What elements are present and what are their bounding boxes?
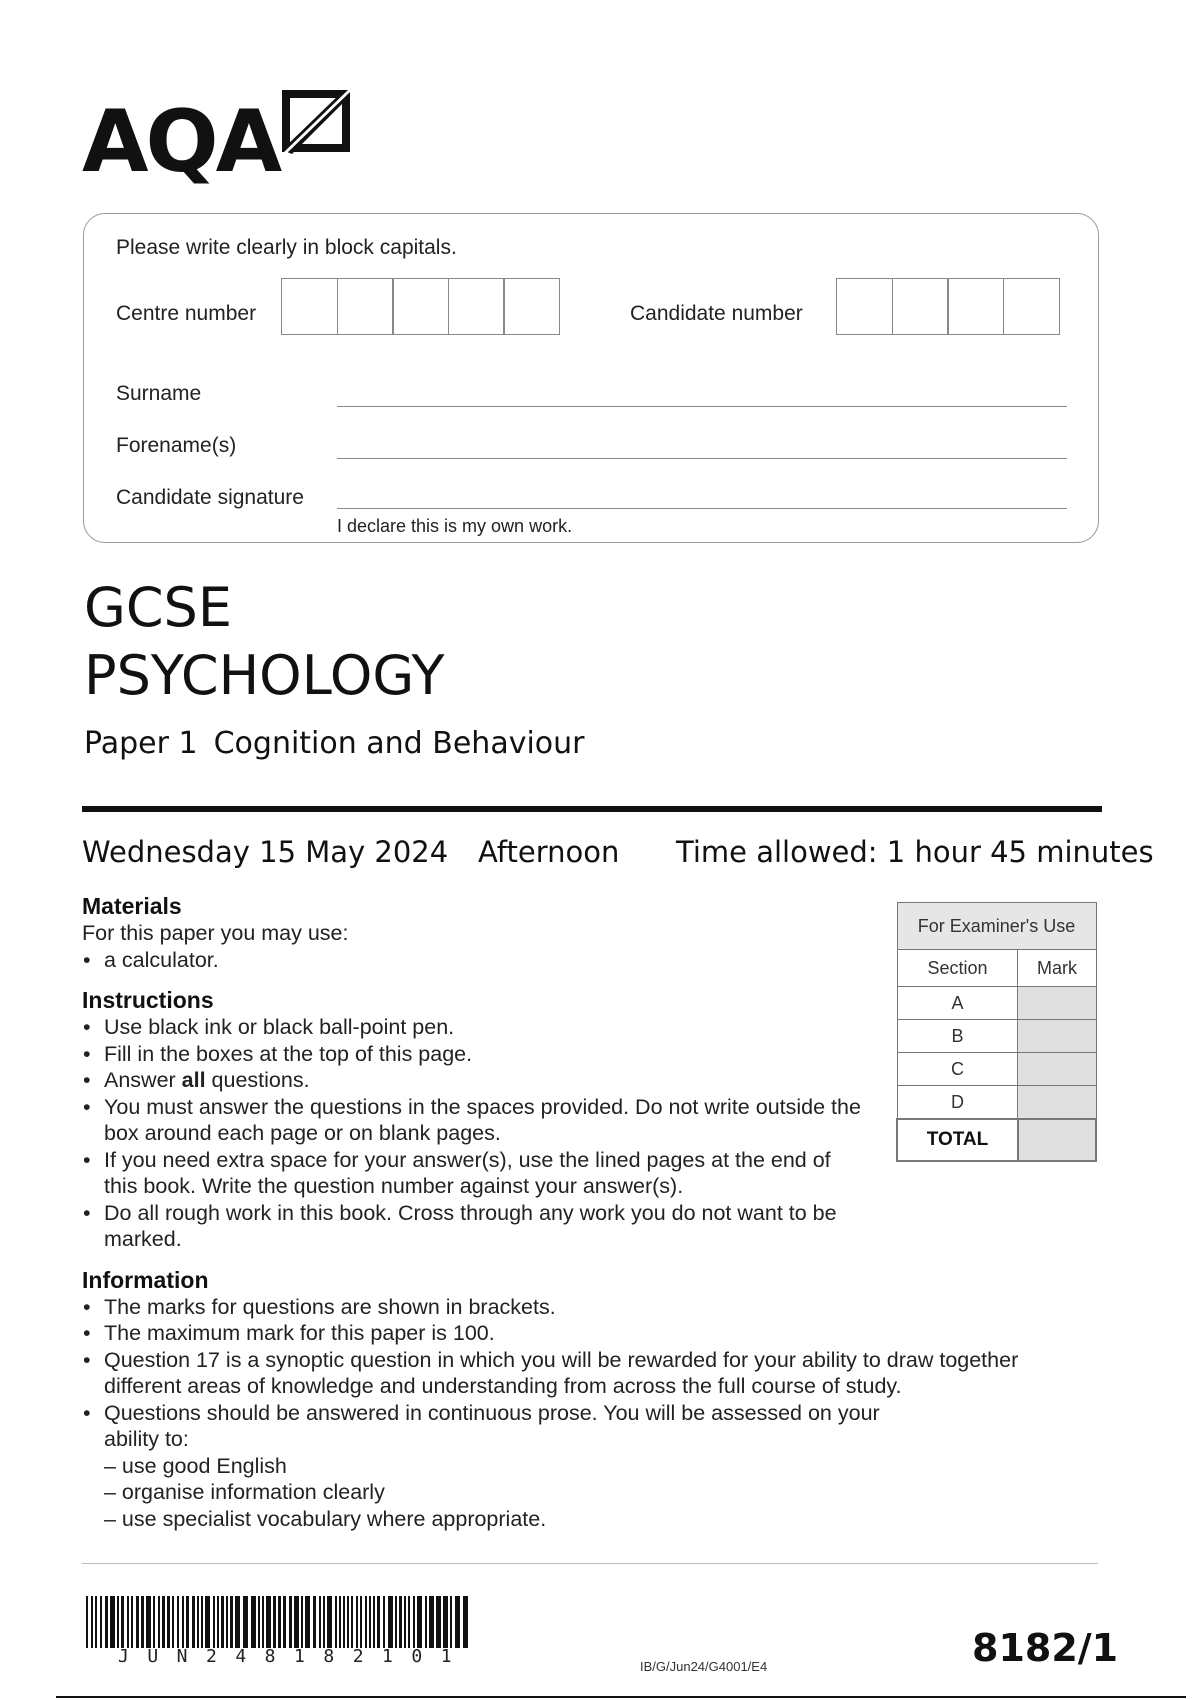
candidate-number-digit[interactable] — [836, 278, 893, 335]
candidate-number-digit[interactable] — [947, 278, 1004, 335]
surname-label: Surname — [116, 382, 202, 405]
surname-field[interactable] — [337, 406, 1067, 407]
block-capitals-instruction: Please write clearly in block capitals. — [116, 236, 457, 259]
sub-item: – use good English — [104, 1453, 287, 1478]
exam-date: Wednesday 15 May 2024 — [82, 835, 449, 869]
centre-number-label: Centre number — [116, 302, 257, 325]
table-row — [897, 1020, 1096, 1053]
footer-divider — [82, 1563, 1098, 1564]
signature-field[interactable] — [337, 508, 1067, 509]
centre-number-boxes[interactable] — [281, 278, 559, 335]
declaration-text: I declare this is my own work. — [337, 516, 573, 536]
signature-label: Candidate signature — [116, 486, 304, 509]
sub-item: – organise information clearly — [104, 1480, 385, 1504]
list-item: • Do all rough work in this book. Cross through any work you do not want to be marked. — [82, 1200, 862, 1253]
page-bottom-rule — [56, 1696, 1186, 1698]
list-item: • The maximum mark for this paper is 100. — [82, 1320, 1062, 1347]
information-heading: Information — [82, 1266, 209, 1293]
information-list — [82, 1294, 1062, 1533]
section-label: D — [897, 1086, 1018, 1120]
list-item: • a calculator. — [82, 947, 1062, 974]
assessment-intro: Questions should be answered in continuous prose. You will be assessed on your ability to: — [104, 1400, 880, 1451]
paper-name: Cognition and Behaviour — [213, 726, 585, 761]
total-mark-cell — [1018, 1119, 1096, 1161]
paper-number: Paper 1 — [84, 726, 198, 761]
table-row — [897, 1086, 1096, 1120]
centre-number-digit[interactable] — [337, 278, 394, 335]
forenames-field[interactable] — [337, 458, 1067, 459]
logo-mark-icon — [282, 90, 350, 154]
list-item: • Fill in the boxes at the top of this page. — [82, 1041, 862, 1068]
forenames-label: Forename(s) — [116, 434, 237, 457]
list-item — [82, 1067, 862, 1094]
section-label: B — [897, 1020, 1018, 1053]
paper-reference: IB/G/Jun24/G4001/E4 — [640, 1659, 768, 1674]
instructions-list — [82, 1014, 862, 1253]
list-item: • Use black ink or black ball-point pen. — [82, 1014, 862, 1041]
list-item: • You must answer the questions in the spaces provided. Do not write outside the box around each page or on blank pages. — [82, 1094, 862, 1147]
barcode-icon — [86, 1596, 470, 1648]
aqa-logo — [82, 92, 352, 192]
centre-number-digit[interactable] — [392, 278, 449, 335]
qualification-title: GCSE — [84, 576, 232, 639]
list-item: • If you need extra space for your answer(s), use the lined pages at the end of this book. Write the question number against your answer(s). — [82, 1147, 862, 1200]
examiners-use-table — [896, 902, 1097, 1162]
mark-cell — [1018, 1053, 1096, 1086]
candidate-number-boxes[interactable] — [836, 278, 1058, 335]
centre-number-digit[interactable] — [448, 278, 505, 335]
materials-heading: Materials — [82, 893, 182, 919]
paper-title — [84, 726, 585, 762]
table-row — [897, 987, 1096, 1020]
barcode-text: JUN248182101 — [118, 1646, 471, 1667]
logo-text: AQA — [82, 92, 280, 192]
mark-column-header: Mark — [1018, 950, 1096, 987]
candidate-number-label: Candidate number — [630, 302, 803, 325]
title-divider — [82, 806, 1102, 812]
subject-title: PSYCHOLOGY — [84, 644, 445, 707]
answer-all-suffix: questions. — [205, 1068, 310, 1092]
centre-number-digit[interactable] — [281, 278, 338, 335]
sub-item: – use specialist vocabulary where appropriate. — [104, 1506, 547, 1531]
mark-cell — [1018, 1086, 1096, 1120]
answer-all-prefix: Answer — [104, 1068, 182, 1092]
materials-intro: For this paper you may use: — [82, 921, 349, 945]
total-label: TOTAL — [897, 1119, 1018, 1161]
examiners-use-title: For Examiner's Use — [897, 903, 1096, 950]
centre-number-digit[interactable] — [503, 278, 560, 335]
time-allowed: Time allowed: 1 hour 45 minutes — [676, 835, 1154, 869]
section-label: C — [897, 1053, 1018, 1086]
mark-cell — [1018, 1020, 1096, 1053]
instructions-heading: Instructions — [82, 987, 214, 1013]
list-item — [82, 1400, 884, 1533]
candidate-number-digit[interactable] — [892, 278, 949, 335]
mark-cell — [1018, 987, 1096, 1020]
candidate-number-digit[interactable] — [1003, 278, 1060, 335]
section-label: A — [897, 987, 1018, 1020]
list-item: • The marks for questions are shown in brackets. — [82, 1294, 1062, 1321]
paper-code: 8182/1 — [972, 1626, 1119, 1670]
total-row — [897, 1119, 1096, 1161]
section-column-header: Section — [897, 950, 1018, 987]
answer-all-bold: all — [181, 1068, 206, 1092]
list-item: • Question 17 is a synoptic question in which you will be rewarded for your ability to draw together different areas of knowledge and understanding from across the full course of study. — [82, 1347, 1062, 1400]
table-row — [897, 1053, 1096, 1086]
exam-session: Afternoon — [478, 835, 620, 869]
